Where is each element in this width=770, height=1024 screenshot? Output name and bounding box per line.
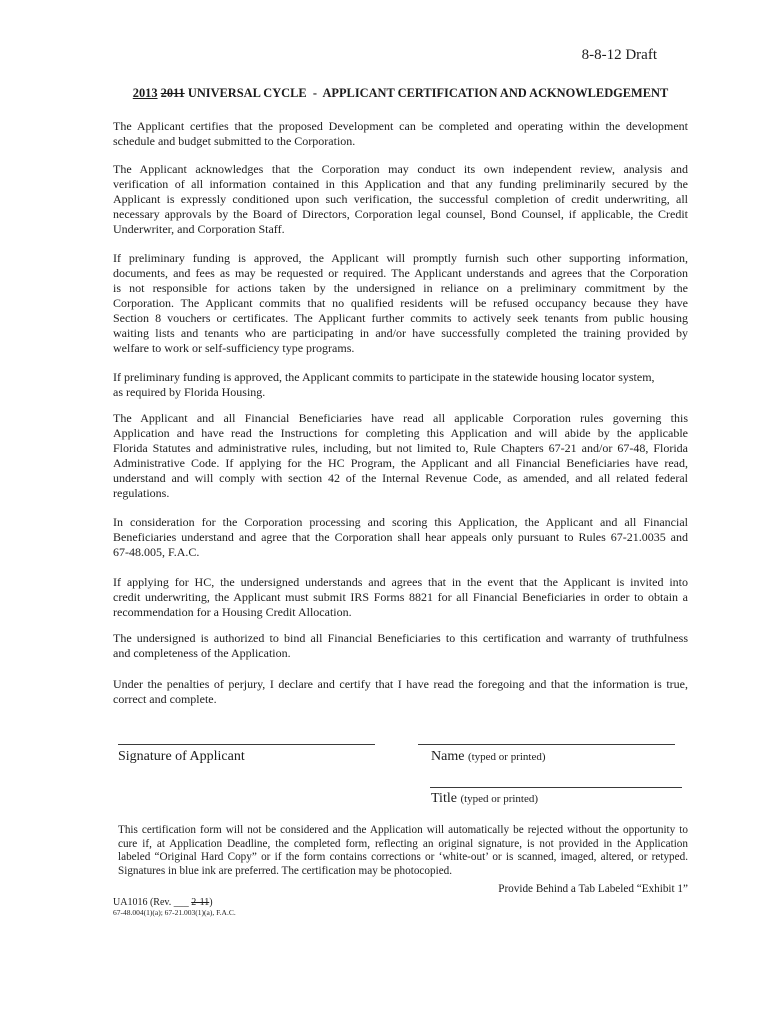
certification-paragraph-7: [113, 575, 688, 620]
certification-paragraph-8: [113, 631, 688, 661]
name-label: Name: [431, 749, 465, 764]
paragraph-line: correct and complete.: [113, 692, 217, 706]
paragraph-line: documents, and fees as may be requested or required. The Applicant understands and agrees that the Corporation: [113, 266, 688, 280]
rule-reference: 67-48.004(1)(a); 67-21.003(1)(a), F.A.C.: [113, 908, 236, 917]
paragraph-line: necessary approvals by the Board of Directors, Corporation legal counsel, Bond Counsel, if applicable, the Credit: [113, 207, 688, 221]
title-label-group: [431, 791, 538, 807]
paragraph-line: regulations.: [113, 486, 170, 500]
notice-line: Signatures in blue ink are preferred. The certification may be photocopied.: [118, 864, 453, 877]
signature-label: Signature of Applicant: [118, 749, 245, 764]
certification-paragraph-5: [113, 411, 688, 501]
certification-paragraph-6: [113, 515, 688, 560]
paragraph-line: Applicant is expressly conditioned upon such verification, the successful completion of credit underwriting, all: [113, 192, 688, 206]
form-id-suffix: ): [209, 897, 213, 908]
paragraph-line: credit underwriting, the Applicant must submit IRS Forms 8821 for all Financial Beneficiaries in order to obtain a: [113, 590, 688, 604]
form-id-prefix: UA1016 (Rev. ___: [113, 897, 189, 908]
paragraph-line: The undersigned is authorized to bind all Financial Beneficiaries to this certification and warranty of truthfulness: [113, 631, 688, 645]
certification-paragraph-9: [113, 677, 688, 707]
paragraph-line: as required by Florida Housing.: [113, 385, 266, 399]
certification-paragraph-2: [113, 162, 688, 237]
paragraph-line: Application and have read the Instructions for completing this Application and will abide by the applicable: [113, 426, 688, 440]
title-text: UNIVERSAL CYCLE - APPLICANT CERTIFICATION AND ACKNOWLEDGEMENT: [187, 86, 669, 100]
paragraph-line: Corporation. The Applicant commits that no qualified residents will be refused occupancy because they have: [113, 296, 688, 310]
paragraph-line: is not responsible for actions taken by the undersigned in reliance on a preliminary commitment by the: [113, 281, 688, 295]
name-label-group: [431, 749, 546, 765]
paragraph-line: In consideration for the Corporation processing and scoring this Application, the Applicant and all Financial: [113, 515, 688, 529]
paragraph-line: Section 8 vouchers or certificates. The Applicant further commits to actively seek tenants from public housing: [113, 311, 688, 325]
paragraph-line: Beneficiaries understand and agree that the Corporation shall hear appeals only pursuant to Rules 67-21.0035 and: [113, 530, 688, 544]
paragraph-line: If preliminary funding is approved, the Applicant commits to participate in the statewide housing locator system,: [113, 370, 655, 384]
title-hint: (typed or printed): [460, 793, 539, 805]
paragraph-line: and completeness of the Application.: [113, 646, 291, 660]
paragraph-line: verification of all information contained in this Application and that any funding preliminarily secured by the: [113, 177, 688, 191]
notice-line: This certification form will not be considered and the Application will automatically be rejected without the opportunity to: [118, 824, 688, 836]
form-id-struck-revision: 2-11: [191, 897, 210, 908]
paragraph-line: Florida Statutes and administrative rules, including, but not limited to, Rule Chapters 67-21 and/or 67-48, Florida: [113, 441, 688, 455]
paragraph-line: Underwriter, and Corporation Staff.: [113, 222, 285, 236]
certification-paragraph-1: [113, 119, 688, 149]
certification-paragraph-4: [113, 370, 688, 400]
paragraph-line: understand and will comply with section 42 of the Internal Revenue Code, as amended, and all related federal: [113, 471, 688, 485]
notice-line: cure if, at Application Deadline, the completed form, reflecting an original signature, is not provided in the Application: [118, 837, 688, 850]
name-hint: (typed or printed): [467, 751, 546, 763]
paragraph-line: 67-48.005, F.A.C.: [113, 545, 200, 559]
title-struck-year: 2011: [160, 86, 185, 100]
paragraph-line: The Applicant acknowledges that the Corporation may conduct its own independent review, analysis and: [113, 162, 688, 176]
paragraph-line: If applying for HC, the undersigned understands and agrees that in the event that the Applicant is invited into: [113, 575, 688, 589]
notice-line: labeled “Original Hard Copy” or if the form contains corrections or ‘white-out’ or is scanned, imaged, altered, or retyped.: [118, 851, 688, 864]
paragraph-line: Administrative Code. If applying for the HC Program, the Applicant and all Financial Beneficiaries have read,: [113, 456, 688, 470]
paragraph-line: The Applicant and all Financial Beneficiaries have read all applicable Corporation rules governing this: [113, 411, 688, 425]
rejection-notice: [118, 824, 688, 878]
page-title: [113, 85, 688, 101]
title-line: [430, 787, 682, 788]
certification-paragraph-3: [113, 251, 688, 356]
title-current-year: 2013: [132, 86, 158, 100]
paragraph-line: The Applicant certifies that the proposed Development can be completed and operating within the development: [113, 119, 688, 133]
paragraph-line: If preliminary funding is approved, the Applicant will promptly furnish such other supporting information,: [113, 251, 688, 265]
signature-line: [118, 744, 375, 745]
title-label: Title: [431, 791, 457, 806]
paragraph-line: recommendation for a Housing Credit Allocation.: [113, 605, 352, 619]
paragraph-line: waiting lists and tenants who are participating in and/or have successfully completed the training provided by: [113, 326, 688, 340]
name-line: [418, 744, 675, 745]
exhibit-instruction: Provide Behind a Tab Labeled “Exhibit 1”: [498, 883, 688, 895]
draft-label: 8-8-12 Draft: [581, 47, 657, 63]
paragraph-line: welfare to work or self-sufficiency type programs.: [113, 341, 355, 355]
paragraph-line: schedule and budget submitted to the Corporation.: [113, 134, 356, 148]
paragraph-line: Under the penalties of perjury, I declare and certify that I have read the foregoing and that the information is true,: [113, 677, 688, 691]
